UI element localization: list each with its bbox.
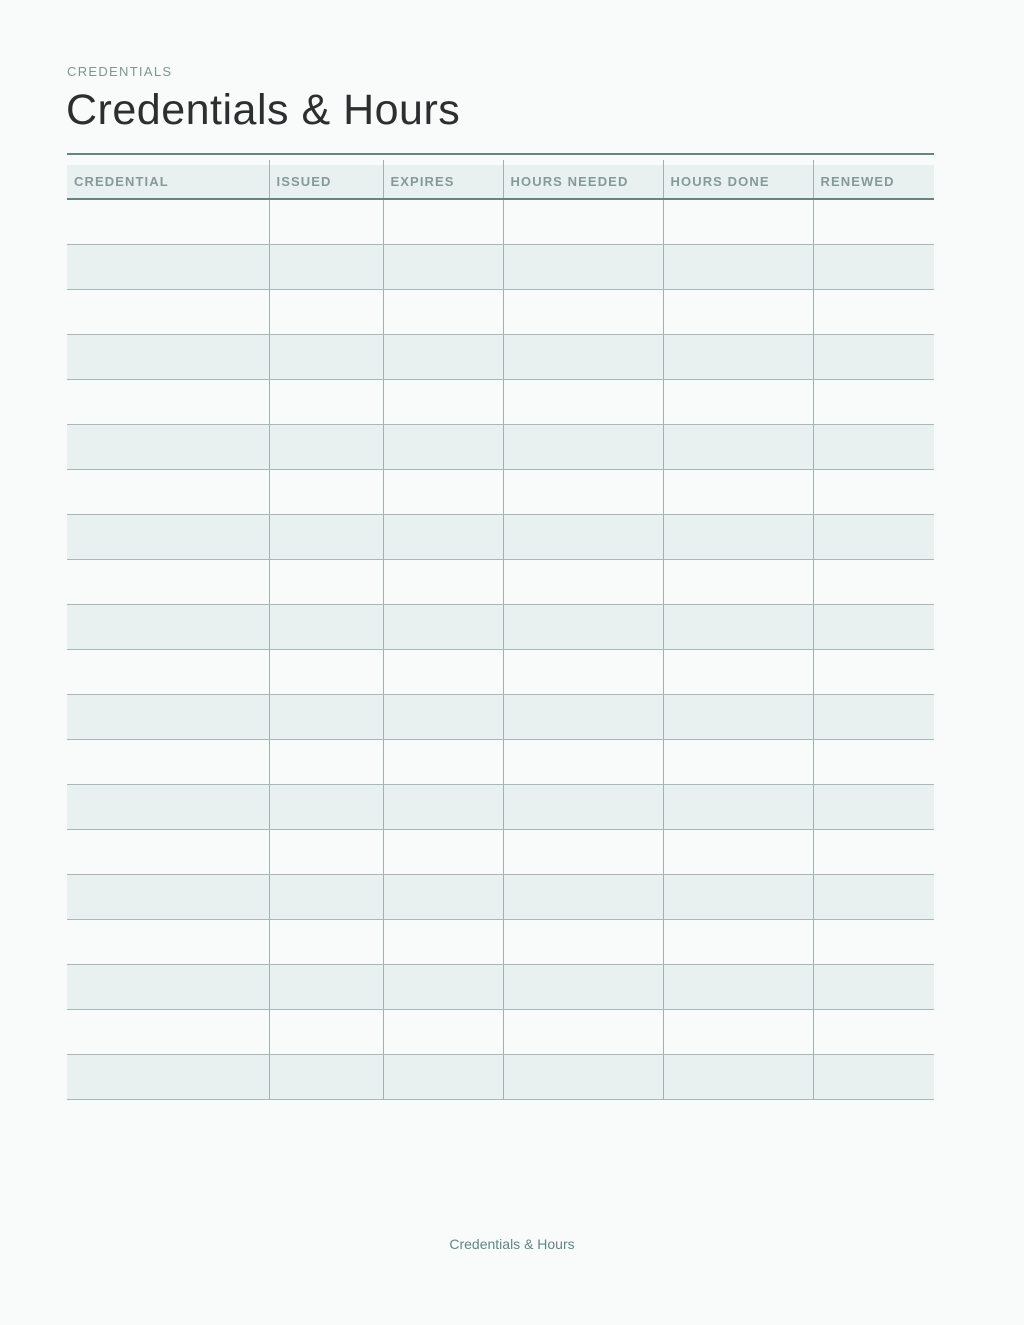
cell-issued[interactable] <box>269 245 383 290</box>
table-row <box>67 830 934 875</box>
cell-expires[interactable] <box>383 380 503 425</box>
cell-renewed[interactable] <box>813 650 934 695</box>
cell-issued[interactable] <box>269 560 383 605</box>
cell-renewed[interactable] <box>813 1055 934 1100</box>
cell-expires[interactable] <box>383 290 503 335</box>
table-row <box>67 965 934 1010</box>
cell-renewed[interactable] <box>813 199 934 245</box>
table-row <box>67 560 934 605</box>
table-row <box>67 380 934 425</box>
cell-renewed[interactable] <box>813 740 934 785</box>
cell-credential[interactable] <box>67 695 269 740</box>
table-row <box>67 199 934 245</box>
table-row <box>67 290 934 335</box>
cell-expires[interactable] <box>383 199 503 245</box>
cell-renewed[interactable] <box>813 335 934 380</box>
cell-credential[interactable] <box>67 515 269 560</box>
cell-hours-needed[interactable] <box>503 290 663 335</box>
cell-hours-needed[interactable] <box>503 560 663 605</box>
cell-expires[interactable] <box>383 425 503 470</box>
cell-credential[interactable] <box>67 875 269 920</box>
cell-credential[interactable] <box>67 740 269 785</box>
cell-renewed[interactable] <box>813 245 934 290</box>
table-row <box>67 920 934 965</box>
cell-issued[interactable] <box>269 695 383 740</box>
cell-hours-done[interactable] <box>663 650 813 695</box>
cell-hours-needed[interactable] <box>503 1010 663 1055</box>
table-row <box>67 740 934 785</box>
cell-hours-needed[interactable] <box>503 1055 663 1100</box>
cell-renewed[interactable] <box>813 1010 934 1055</box>
cell-credential[interactable] <box>67 380 269 425</box>
cell-hours-needed[interactable] <box>503 245 663 290</box>
cell-issued[interactable] <box>269 875 383 920</box>
cell-credential[interactable] <box>67 560 269 605</box>
cell-hours-needed[interactable] <box>503 965 663 1010</box>
cell-expires[interactable] <box>383 785 503 830</box>
cell-hours-needed[interactable] <box>503 740 663 785</box>
column-header-renewed: RENEWED <box>813 165 934 199</box>
cell-hours-needed[interactable] <box>503 605 663 650</box>
cell-expires[interactable] <box>383 1055 503 1100</box>
cell-renewed[interactable] <box>813 785 934 830</box>
cell-hours-done[interactable] <box>663 290 813 335</box>
cell-renewed[interactable] <box>813 560 934 605</box>
cell-expires[interactable] <box>383 470 503 515</box>
cell-renewed[interactable] <box>813 290 934 335</box>
cell-credential[interactable] <box>67 290 269 335</box>
cell-hours-done[interactable] <box>663 515 813 560</box>
cell-hours-needed[interactable] <box>503 875 663 920</box>
column-header-credential: CREDENTIAL <box>67 165 269 199</box>
cell-hours-done[interactable] <box>663 1010 813 1055</box>
cell-hours-done[interactable] <box>663 560 813 605</box>
cell-expires[interactable] <box>383 695 503 740</box>
cell-credential[interactable] <box>67 470 269 515</box>
cell-hours-done[interactable] <box>663 785 813 830</box>
cell-hours-done[interactable] <box>663 740 813 785</box>
cell-hours-done[interactable] <box>663 920 813 965</box>
column-header-expires: EXPIRES <box>383 165 503 199</box>
cell-issued[interactable] <box>269 380 383 425</box>
cell-hours-needed[interactable] <box>503 830 663 875</box>
cell-hours-done[interactable] <box>663 875 813 920</box>
cell-hours-done[interactable] <box>663 470 813 515</box>
cell-renewed[interactable] <box>813 605 934 650</box>
cell-hours-needed[interactable] <box>503 380 663 425</box>
cell-credential[interactable] <box>67 650 269 695</box>
cell-hours-needed[interactable] <box>503 785 663 830</box>
cell-credential[interactable] <box>67 920 269 965</box>
cell-issued[interactable] <box>269 515 383 560</box>
cell-hours-needed[interactable] <box>503 425 663 470</box>
cell-issued[interactable] <box>269 740 383 785</box>
cell-hours-done[interactable] <box>663 380 813 425</box>
table-row <box>67 1055 934 1100</box>
cell-renewed[interactable] <box>813 515 934 560</box>
table-row <box>67 695 934 740</box>
cell-issued[interactable] <box>269 605 383 650</box>
cell-renewed[interactable] <box>813 830 934 875</box>
page-title: Credentials & Hours <box>66 86 461 134</box>
table-row <box>67 515 934 560</box>
cell-credential[interactable] <box>67 965 269 1010</box>
cell-renewed[interactable] <box>813 470 934 515</box>
cell-hours-done[interactable] <box>663 830 813 875</box>
cell-hours-done[interactable] <box>663 245 813 290</box>
column-header-hours-done: HOURS DONE <box>663 165 813 199</box>
cell-hours-done[interactable] <box>663 425 813 470</box>
table-row <box>67 425 934 470</box>
cell-issued[interactable] <box>269 1010 383 1055</box>
table-row <box>67 245 934 290</box>
credentials-table <box>67 160 934 1100</box>
cell-credential[interactable] <box>67 335 269 380</box>
cell-hours-needed[interactable] <box>503 695 663 740</box>
cell-expires[interactable] <box>383 560 503 605</box>
cell-expires[interactable] <box>383 650 503 695</box>
cell-hours-needed[interactable] <box>503 515 663 560</box>
cell-expires[interactable] <box>383 875 503 920</box>
cell-hours-needed[interactable] <box>503 920 663 965</box>
cell-expires[interactable] <box>383 830 503 875</box>
cell-hours-done[interactable] <box>663 695 813 740</box>
table-row <box>67 605 934 650</box>
cell-renewed[interactable] <box>813 875 934 920</box>
cell-expires[interactable] <box>383 515 503 560</box>
cell-credential[interactable] <box>67 830 269 875</box>
cell-issued[interactable] <box>269 199 383 245</box>
cell-expires[interactable] <box>383 965 503 1010</box>
cell-credential[interactable] <box>67 199 269 245</box>
cell-issued[interactable] <box>269 1055 383 1100</box>
cell-expires[interactable] <box>383 740 503 785</box>
cell-issued[interactable] <box>269 920 383 965</box>
cell-renewed[interactable] <box>813 695 934 740</box>
cell-hours-needed[interactable] <box>503 650 663 695</box>
page-footer: Credentials & Hours <box>449 1236 575 1252</box>
cell-issued[interactable] <box>269 650 383 695</box>
cell-hours-done[interactable] <box>663 1055 813 1100</box>
cell-expires[interactable] <box>383 920 503 965</box>
table-row <box>67 875 934 920</box>
table-row <box>67 785 934 830</box>
cell-hours-needed[interactable] <box>503 335 663 380</box>
table-row <box>67 1010 934 1055</box>
cell-hours-done[interactable] <box>663 335 813 380</box>
cell-issued[interactable] <box>269 425 383 470</box>
cell-credential[interactable] <box>67 785 269 830</box>
cell-credential[interactable] <box>67 1055 269 1100</box>
page-eyebrow: CREDENTIALS <box>67 64 173 79</box>
cell-credential[interactable] <box>67 605 269 650</box>
cell-expires[interactable] <box>383 1010 503 1055</box>
table-row <box>67 335 934 380</box>
cell-hours-needed[interactable] <box>503 470 663 515</box>
cell-issued[interactable] <box>269 965 383 1010</box>
cell-issued[interactable] <box>269 335 383 380</box>
table-top-rule <box>67 153 934 155</box>
table-row <box>67 650 934 695</box>
cell-hours-done[interactable] <box>663 965 813 1010</box>
cell-hours-done[interactable] <box>663 605 813 650</box>
table-row <box>67 470 934 515</box>
cell-issued[interactable] <box>269 785 383 830</box>
cell-renewed[interactable] <box>813 920 934 965</box>
cell-credential[interactable] <box>67 425 269 470</box>
cell-issued[interactable] <box>269 830 383 875</box>
cell-expires[interactable] <box>383 605 503 650</box>
cell-credential[interactable] <box>67 245 269 290</box>
table-body <box>67 199 934 1100</box>
column-header-issued: ISSUED <box>269 165 383 199</box>
cell-issued[interactable] <box>269 470 383 515</box>
cell-hours-done[interactable] <box>663 199 813 245</box>
column-header-hours-needed: HOURS NEEDED <box>503 165 663 199</box>
cell-hours-needed[interactable] <box>503 199 663 245</box>
cell-issued[interactable] <box>269 290 383 335</box>
cell-credential[interactable] <box>67 1010 269 1055</box>
table-header-row <box>67 165 934 199</box>
cell-renewed[interactable] <box>813 965 934 1010</box>
cell-expires[interactable] <box>383 335 503 380</box>
cell-renewed[interactable] <box>813 425 934 470</box>
cell-renewed[interactable] <box>813 380 934 425</box>
cell-expires[interactable] <box>383 245 503 290</box>
